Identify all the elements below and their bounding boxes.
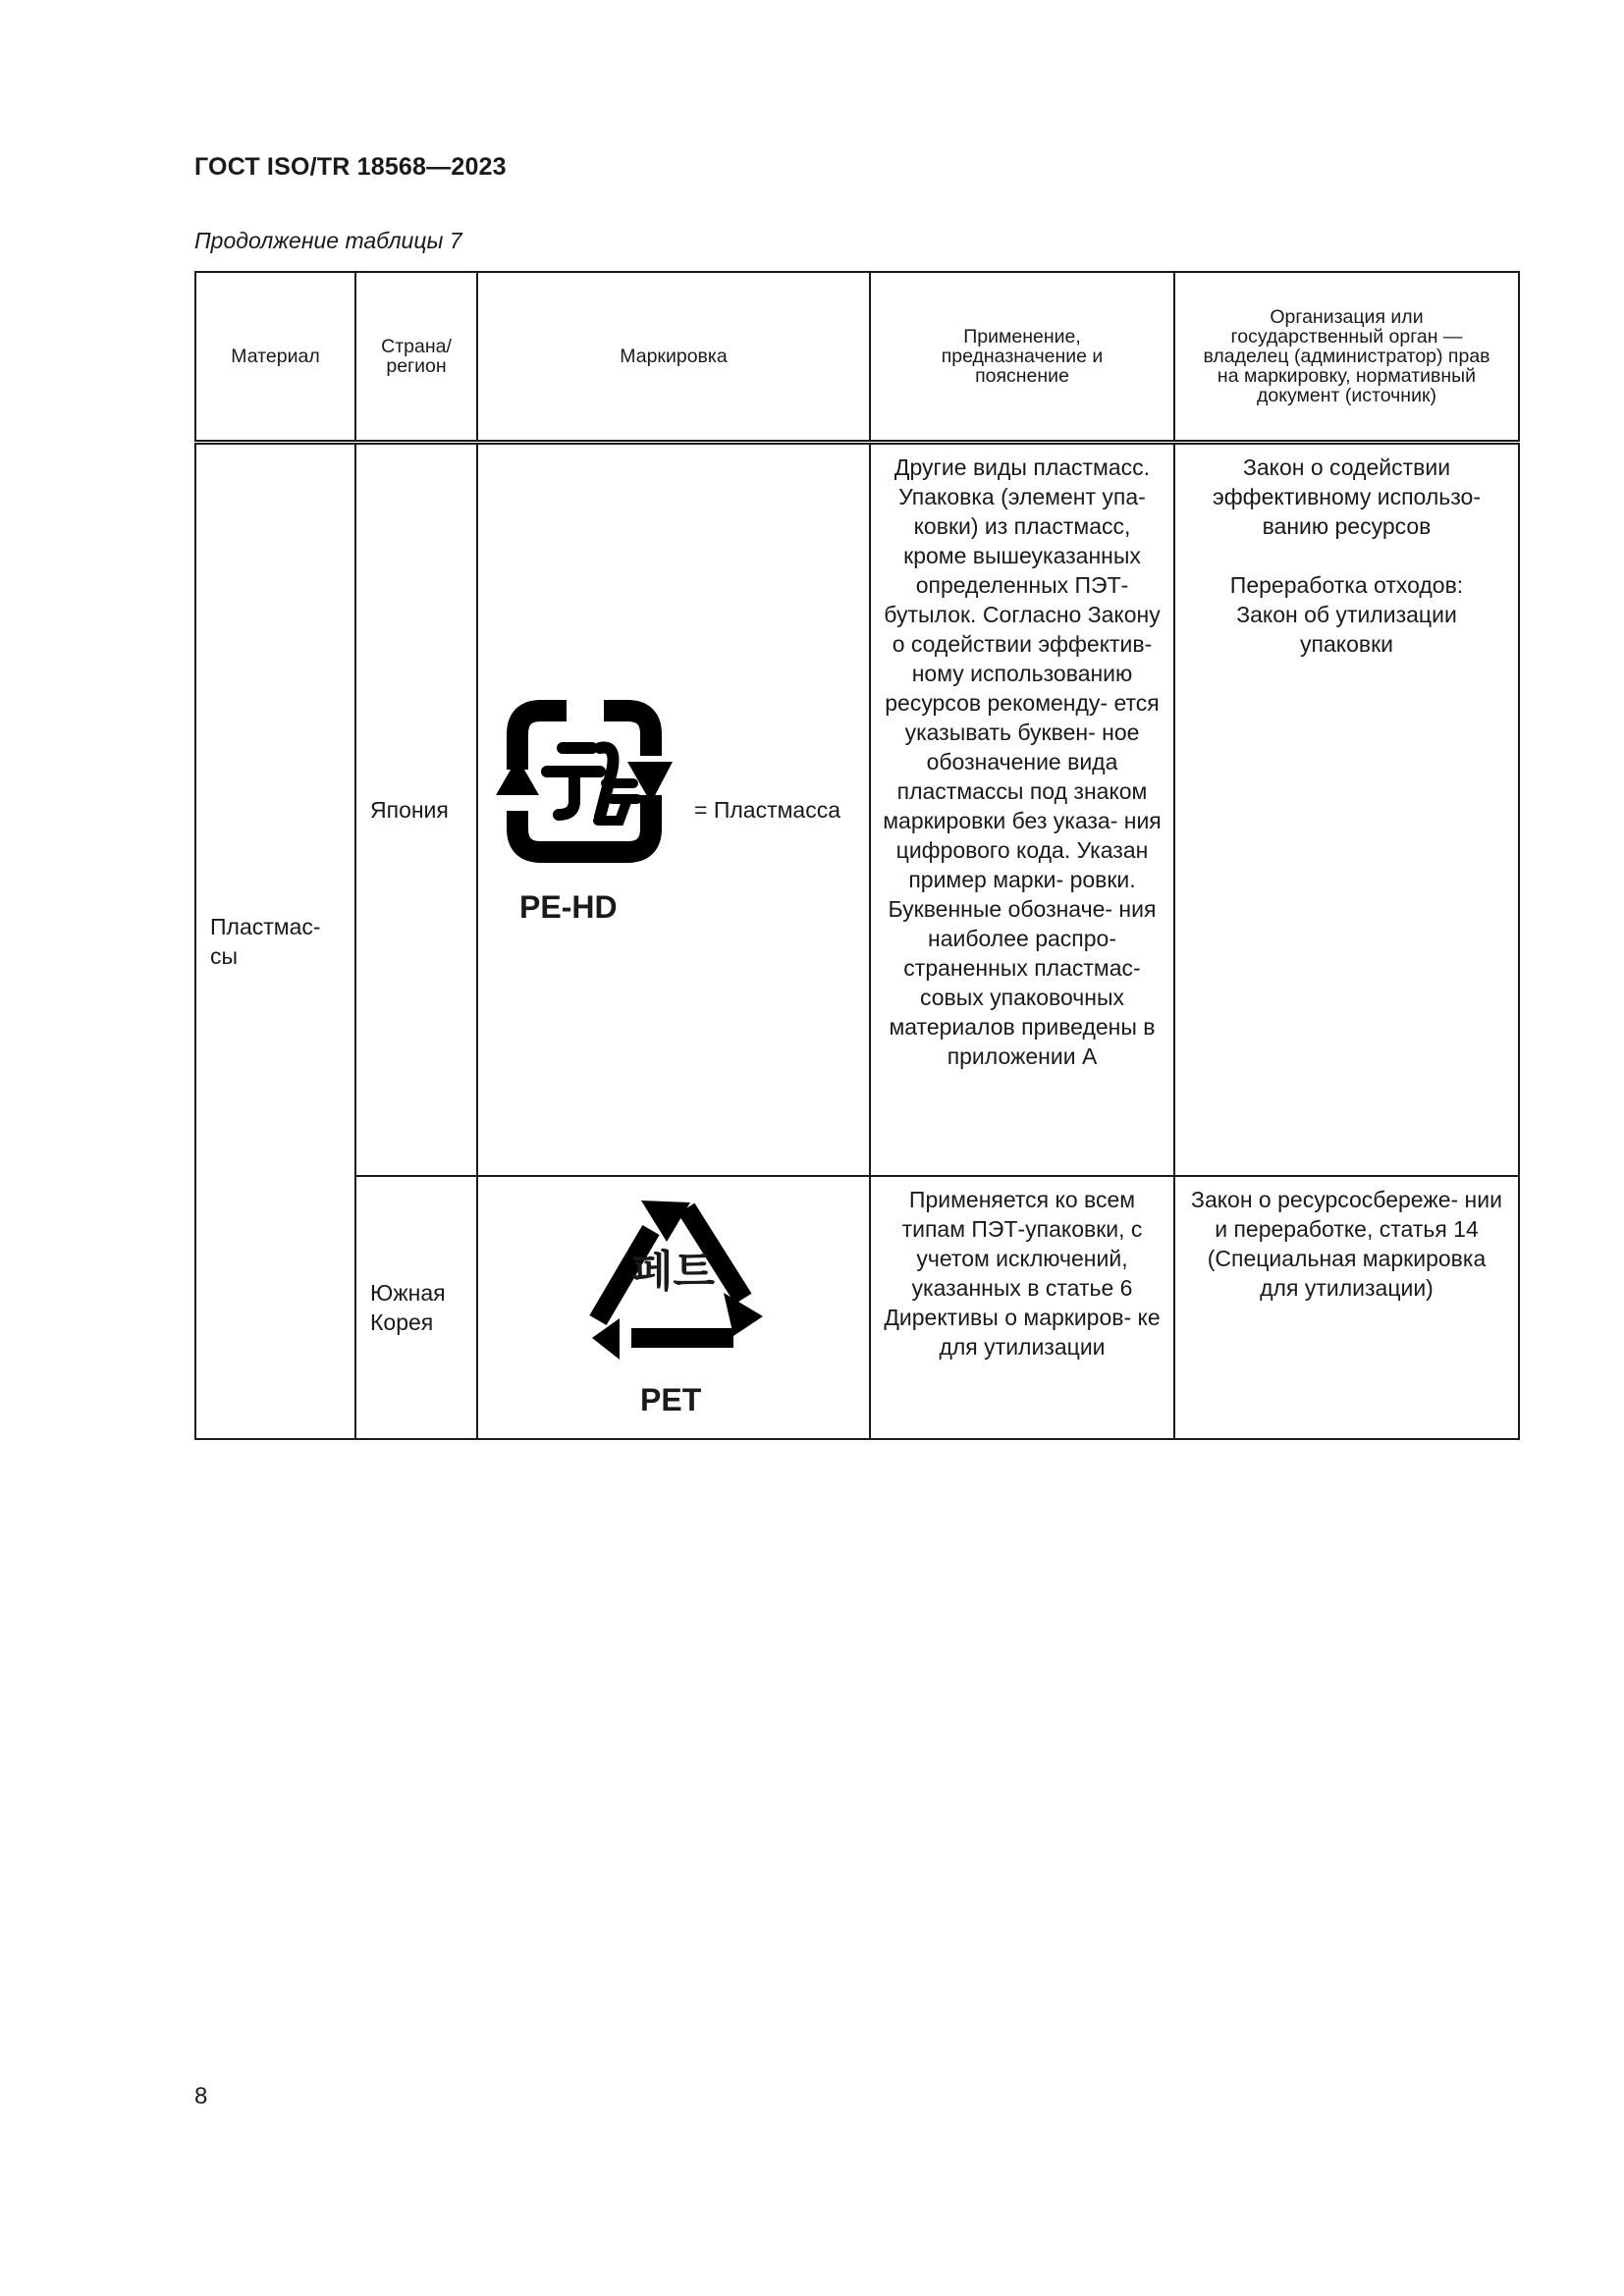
page-number: 8: [194, 2083, 208, 2109]
marking-hangul-label: 페트: [631, 1248, 716, 1296]
marking-code-label: PE-HD: [519, 889, 618, 925]
country-label: Южная Корея: [370, 1280, 446, 1335]
country-cell: [355, 443, 477, 1177]
marking-korea: [478, 1177, 869, 1438]
country-label: Япония: [370, 797, 449, 823]
application-text: Применяется ко всем типам ПЭТ-упаковки, с учетом исключений, указанных в статье 6 Директивы о маркиров- ке для утилизации: [884, 1187, 1161, 1360]
material-label: Пластмас- сы: [210, 914, 321, 969]
column-header-country: Страна/ регион: [355, 272, 477, 443]
marking-cell: [477, 1176, 870, 1439]
column-header-organization: Организация или государственный орган — владелец (администратор) прав на маркировку, нормативный документ (источник): [1174, 272, 1519, 443]
marking-equals-label: = Пластмасса: [694, 797, 840, 823]
japan-plastic-recycling-icon: [490, 685, 682, 878]
table-row: [195, 443, 1519, 1177]
organization-text: Переработка отходов: Закон об утилизации упаковки: [1229, 572, 1464, 657]
material-cell: [195, 443, 355, 1440]
table-caption: Продолжение таблицы 7: [194, 228, 462, 253]
organization-text: Закон о содействии эффективному использо- ванию ресурсов: [1213, 454, 1481, 539]
column-header-marking: Маркировка: [477, 272, 870, 443]
column-header-application: Применение, предназначение и пояснение: [870, 272, 1174, 443]
column-header-material: Материал: [195, 272, 355, 443]
application-cell: [870, 1176, 1174, 1439]
organization-cell: [1174, 443, 1519, 1177]
application-cell: [870, 443, 1174, 1177]
organization-cell: [1174, 1176, 1519, 1439]
document-title: ГОСТ ISO/TR 18568—2023: [194, 153, 507, 181]
table-header-row: [195, 272, 1519, 443]
table-row: [195, 1176, 1519, 1439]
organization-text: Закон о ресурсосбереже- нии и переработке, статья 14 (Специальная маркировка для утилизации): [1191, 1187, 1502, 1301]
marking-table: [194, 271, 1520, 1440]
country-cell: [355, 1176, 477, 1439]
marking-cell: [477, 443, 870, 1177]
marking-code-label: PET: [640, 1382, 702, 1417]
application-text: Другие виды пластмасс. Упаковка (элемент упа- ковки) из пластмасс, кроме вышеуказанных определенных ПЭТ-бутылок. Согласно Закону о содействии эффектив- ному использованию ресурсов рекоменду- ется указывать буквен- ное обозначение вида пластмассы под знаком маркировки без указа- ния цифрового кода. Указан пример марки- ровки. Буквенные обозначе- ния наиболее распро- страненных пластмас- совых упаковочных материалов приведены в приложении А: [883, 454, 1162, 1069]
marking-japan: [478, 445, 869, 1175]
